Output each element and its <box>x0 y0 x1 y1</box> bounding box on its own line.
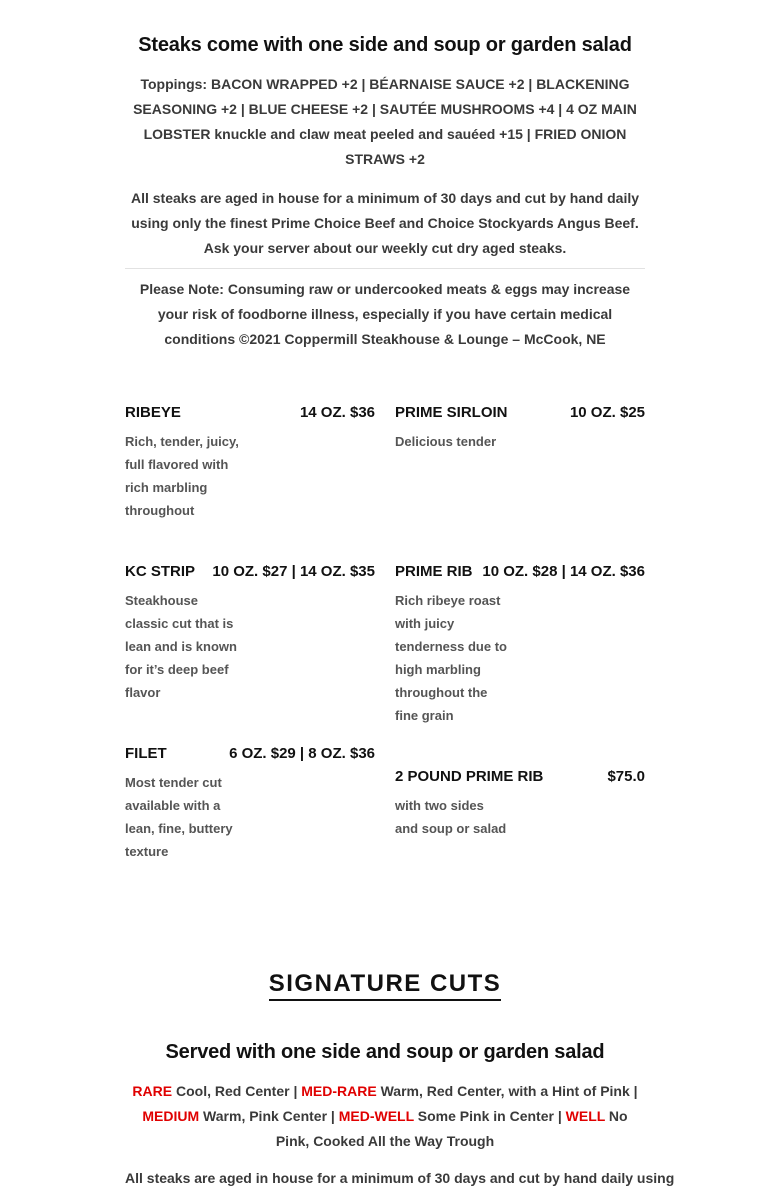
item-name: 2 POUND PRIME RIB <box>395 768 544 785</box>
menu-content <box>125 0 675 1186</box>
item-name: RIBEYE <box>125 404 181 421</box>
item-price: 10 OZ. $28 | 14 OZ. $36 <box>482 563 645 580</box>
doneness-med-well: MED-WELL <box>338 1108 414 1124</box>
menu-item-filet <box>125 744 375 863</box>
steaks-heading: Steaks come with one side and soup or garden salad <box>138 34 632 56</box>
item-description: Delicious tender <box>395 434 497 449</box>
toppings-text: Toppings: BACON WRAPPED +2 | BÉARNAISE SAUCE +2 | BLACKENING SEASONING +2 | BLUE CHEESE +2 | SAUTÉE MUSHROOMS +4 | 4 OZ MAIN LOBSTER knuckle and claw meat peeled and sauéed +15 | FRIED ONION STRAWS +2 <box>133 76 637 167</box>
item-description: Most tender cut available with a lean, fine, buttery texture <box>125 775 233 859</box>
aged-note: All steaks are aged in house for a minimum of 30 days and cut by hand daily using only the finest Prime Choice Beef and Choice Stockyards Angus Beef. Ask your server about our weekly cut dry aged steaks. <box>130 190 640 256</box>
item-price: 10 OZ. $27 | 14 OZ. $35 <box>212 563 375 580</box>
doneness-med-rare: MED-RARE <box>301 1083 377 1099</box>
doneness-med-well-desc: Some Pink in Center | <box>413 1108 566 1124</box>
doneness-well: WELL <box>565 1108 606 1124</box>
doneness-guide <box>125 1079 645 1154</box>
signature-aged-note: All steaks are aged in house for a minimum of 30 days and cut by hand daily using <box>125 1170 675 1186</box>
doneness-rare-desc: Cool, Red Center | <box>172 1083 302 1099</box>
menu-item-ribeye <box>125 403 375 522</box>
menu-item-prime-sirloin <box>395 403 645 453</box>
doneness-medium-desc: Warm, Pink Center | <box>199 1108 339 1124</box>
signature-cuts-title <box>125 970 645 1001</box>
doneness-medium: MEDIUM <box>142 1108 200 1124</box>
item-name: KC STRIP <box>125 563 196 580</box>
doneness-rare: RARE <box>132 1083 173 1099</box>
item-name: FILET <box>125 745 167 762</box>
item-price: 6 OZ. $29 | 8 OZ. $36 <box>229 745 375 762</box>
signature-cuts-title-text: SIGNATURE CUTS <box>269 970 502 1001</box>
signature-heading: Served with one side and soup or garden salad <box>165 1041 605 1063</box>
doneness-med-rare-desc: Warm, Red Center, with a Hint of Pink | <box>376 1083 638 1099</box>
menu-item-2-pound-prime-rib <box>395 767 645 840</box>
item-description: with two sides and soup or salad <box>395 798 507 836</box>
item-price: 10 OZ. $25 <box>569 404 645 421</box>
item-name: PRIME SIRLOIN <box>395 404 508 421</box>
doneness-well-desc: No Pink, Cooked All the Way Trough <box>275 1108 628 1149</box>
item-price: 14 OZ. $36 <box>299 404 375 421</box>
item-name: PRIME RIB <box>395 563 473 580</box>
item-description: Rich, tender, juicy, full flavored with rich marbling throughout <box>125 434 239 518</box>
divider <box>125 268 645 269</box>
menu-item-kc-strip <box>125 562 375 704</box>
menu-item-prime-rib <box>395 562 645 727</box>
item-description: Rich ribeye roast with juicy tenderness due to high marbling throughout the fine grain <box>395 593 507 723</box>
please-note: Please Note: Consuming raw or undercooked meats & eggs may increase your risk of foodborne illness, especially if you have certain medical conditions ©2021 Coppermill Steakhouse & Lounge – McCook, NE <box>139 281 631 347</box>
item-description: Steakhouse classic cut that is lean and is known for it’s deep beef flavor <box>125 593 237 700</box>
item-price: $75.0 <box>607 768 645 785</box>
